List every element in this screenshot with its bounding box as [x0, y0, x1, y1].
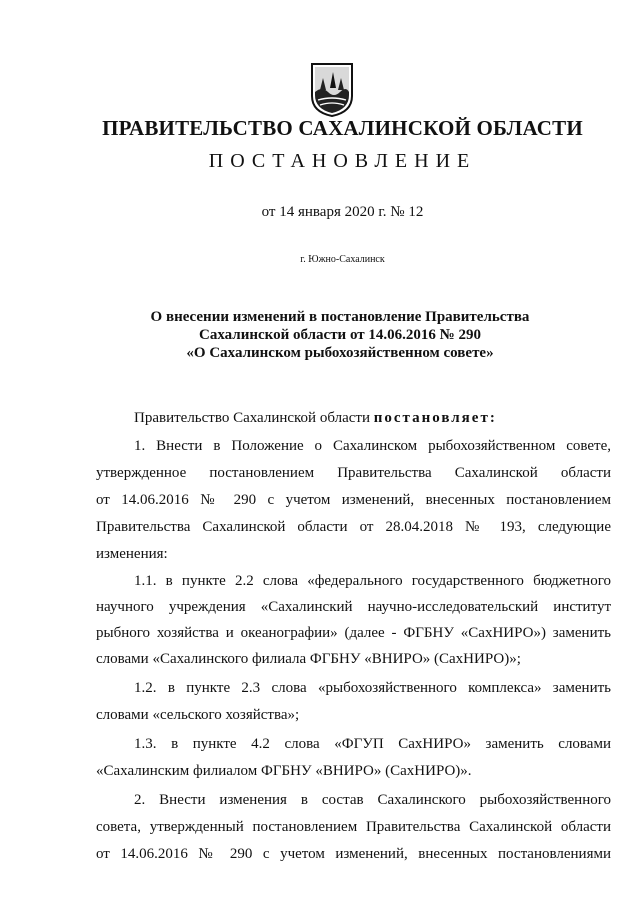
preamble-text: Правительство Сахалинской области: [134, 410, 370, 426]
title-line: Сахалинской области от 14.06.2016 № 290: [199, 327, 481, 343]
body-line: Правительства Сахалинской области от 28.04.2018 № 193, следующие: [96, 519, 611, 535]
body-line: 1.3. в пункте 4.2 слова «ФГУП СахНИРО» заменить словами: [134, 736, 611, 752]
body-line: 2. Внести изменения в состав Сахалинского рыбохозяйственного: [134, 792, 611, 808]
government-name: ПРАВИТЕЛЬСТВО САХАЛИНСКОЙ ОБЛАСТИ: [102, 116, 583, 140]
body-line: научного учреждения «Сахалинский научно-исследовательский институт: [96, 599, 611, 615]
document-type: ПОСТАНОВЛЕНИЕ: [208, 150, 477, 172]
body-line: 1. Внести в Положение о Сахалинском рыбохозяйственном совете,: [134, 438, 611, 454]
body-line: словами «Сахалинского филиала ФГБНУ «ВНИРО» (СахНИРО)»;: [96, 651, 521, 667]
body-line: утвержденное постановлением Правительства Сахалинской области: [96, 465, 611, 481]
body-line: «Сахалинским филиалом ФГБНУ «ВНИРО» (СахНИРО)».: [96, 763, 472, 779]
body-line: 1.2. в пункте 2.3 слова «рыбохозяйственного комплекса» заменить: [134, 680, 611, 696]
body-line: словами «сельского хозяйства»;: [96, 707, 300, 723]
document-city: г. Южно-Сахалинск: [300, 254, 385, 265]
body-line: от 14.06.2016 № 290 с учетом изменений, внесенных постановлением: [96, 492, 611, 508]
preamble-resolves: постановляет:: [373, 410, 497, 426]
body-line: совета, утвержденный постановлением Правительства Сахалинской области: [96, 819, 611, 835]
body-line: от 14.06.2016 № 290 с учетом изменений, внесенных постановлениями: [96, 846, 611, 862]
body-line: рыбного хозяйства и океанографии» (далее - ФГБНУ «СахНИРО») заменить: [96, 625, 611, 641]
preamble: [96, 408, 611, 428]
body-line: 1.1. в пункте 2.2 слова «федерального государственного бюджетного: [134, 573, 611, 589]
body-line: изменения:: [96, 546, 168, 562]
coat-of-arms-icon: [310, 62, 354, 118]
document-title: [120, 308, 560, 362]
title-line: «О Сахалинском рыбохозяйственном совете»: [186, 345, 494, 361]
title-line: О внесении изменений в постановление Правительства: [150, 309, 530, 325]
document-date-number: от 14 января 2020 г. № 12: [261, 204, 424, 220]
